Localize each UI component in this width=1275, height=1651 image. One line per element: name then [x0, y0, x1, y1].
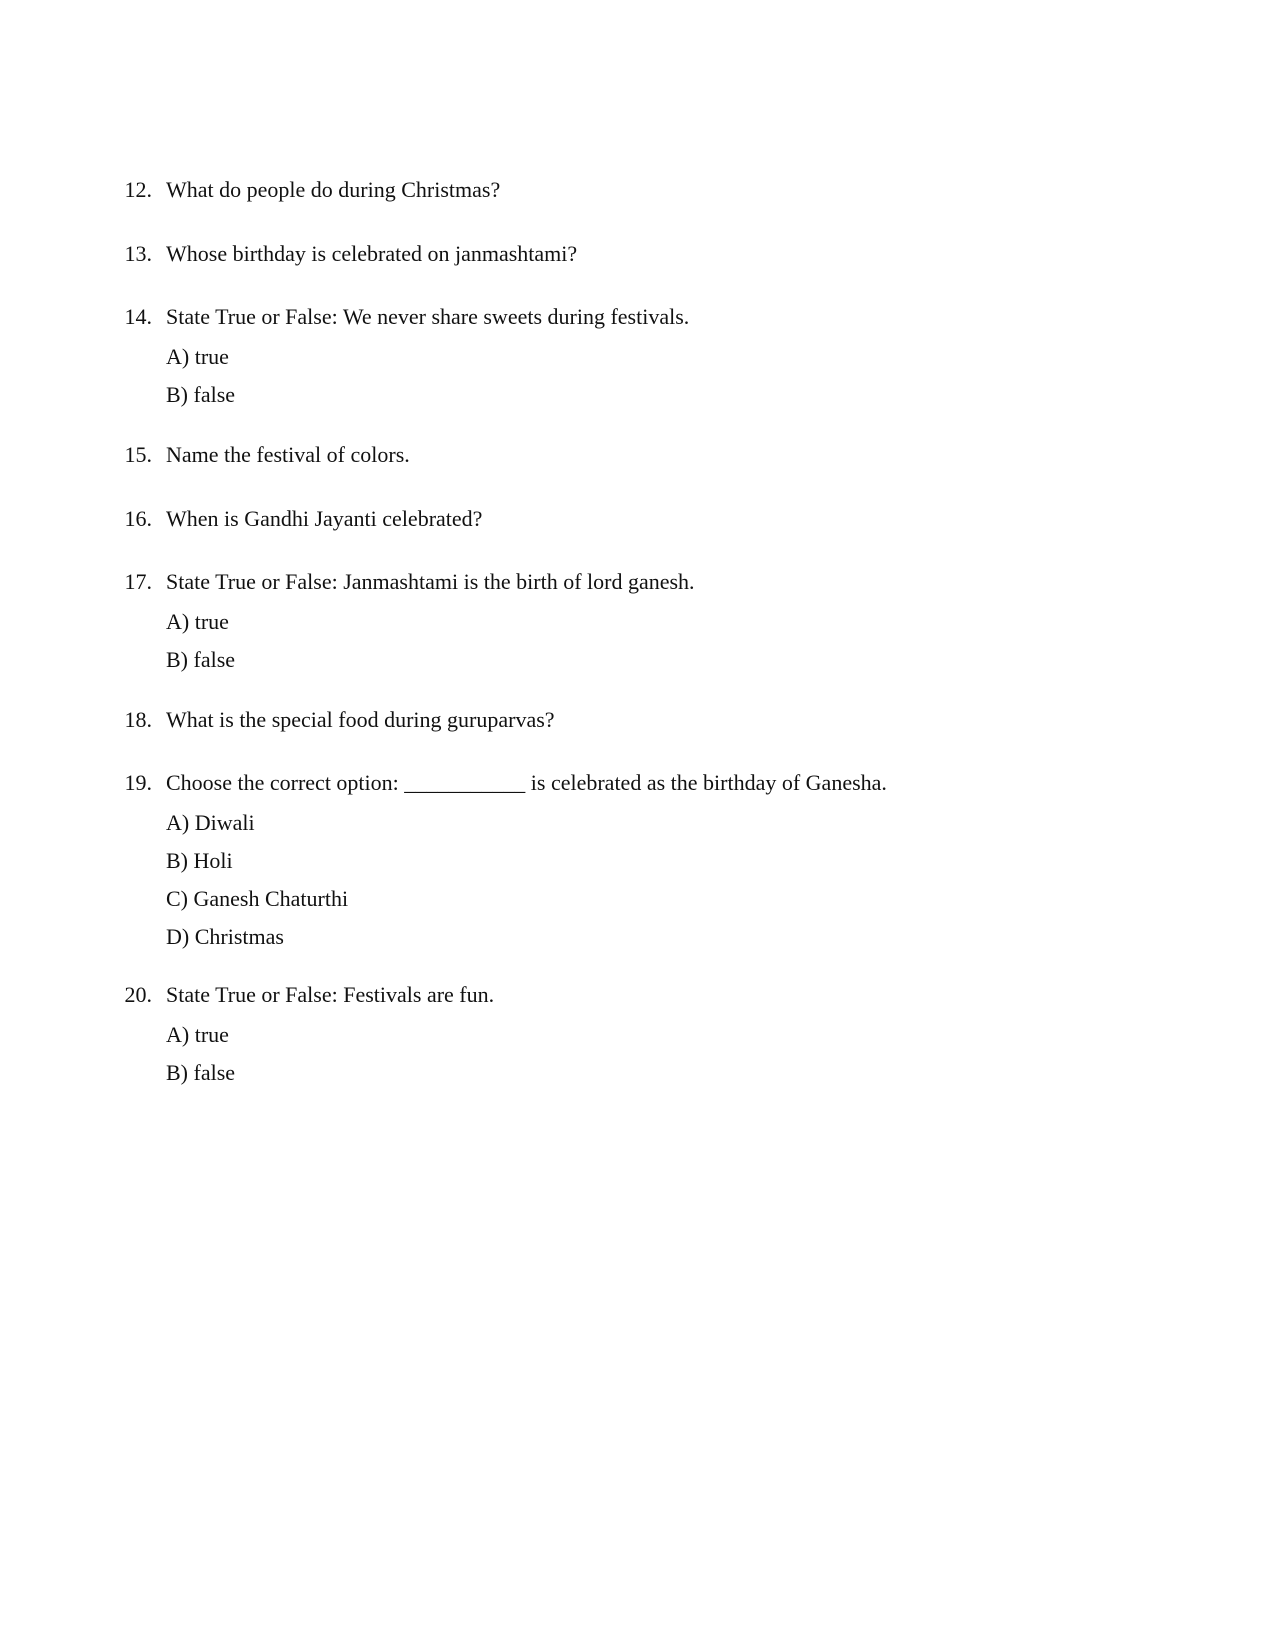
question-text: Whose birthday is celebrated on janmashtami? — [166, 241, 578, 266]
option-d: D) Christmas — [166, 924, 284, 949]
option-a: A) true — [166, 344, 229, 369]
question-19 — [0, 768, 1275, 960]
question-number: 20. — [124, 982, 152, 1007]
question-text: State True or False: Festivals are fun. — [166, 982, 495, 1007]
option-b: B) false — [166, 1060, 236, 1085]
option-list — [0, 808, 1275, 952]
question-text: Choose the correct option: ___________ is celebrated as the birthday of Ganesha. — [166, 770, 887, 795]
question-15 — [0, 440, 1275, 470]
option-list — [0, 1020, 1275, 1088]
question-17 — [0, 567, 1275, 683]
question-text: State True or False: Janmashtami is the birth of lord ganesh. — [166, 569, 695, 594]
question-12 — [0, 175, 1275, 205]
option-list — [0, 607, 1275, 675]
question-text: State True or False: We never share sweets during festivals. — [166, 304, 690, 329]
question-number: 16. — [124, 506, 152, 531]
question-13 — [0, 239, 1275, 269]
option-c: C) Ganesh Chaturthi — [166, 886, 349, 911]
question-text: What do people do during Christmas? — [166, 177, 501, 202]
question-number: 13. — [124, 241, 152, 266]
question-number: 19. — [124, 770, 152, 795]
question-number: 14. — [124, 304, 152, 329]
question-number: 15. — [124, 442, 152, 467]
option-b: B) false — [166, 647, 236, 672]
option-a: A) true — [166, 609, 229, 634]
question-text: When is Gandhi Jayanti celebrated? — [166, 506, 483, 531]
question-text: Name the festival of colors. — [166, 442, 410, 467]
option-list — [0, 342, 1275, 410]
option-a: A) Diwali — [166, 810, 255, 835]
question-number: 17. — [124, 569, 152, 594]
question-20 — [0, 980, 1275, 1096]
question-text: What is the special food during guruparvas? — [166, 707, 555, 732]
option-b: B) Holi — [166, 848, 233, 873]
option-a: A) true — [166, 1022, 229, 1047]
option-b: B) false — [166, 382, 236, 407]
question-18 — [0, 705, 1275, 735]
question-number: 12. — [124, 177, 152, 202]
question-14 — [0, 302, 1275, 418]
question-number: 18. — [124, 707, 152, 732]
question-16 — [0, 504, 1275, 534]
